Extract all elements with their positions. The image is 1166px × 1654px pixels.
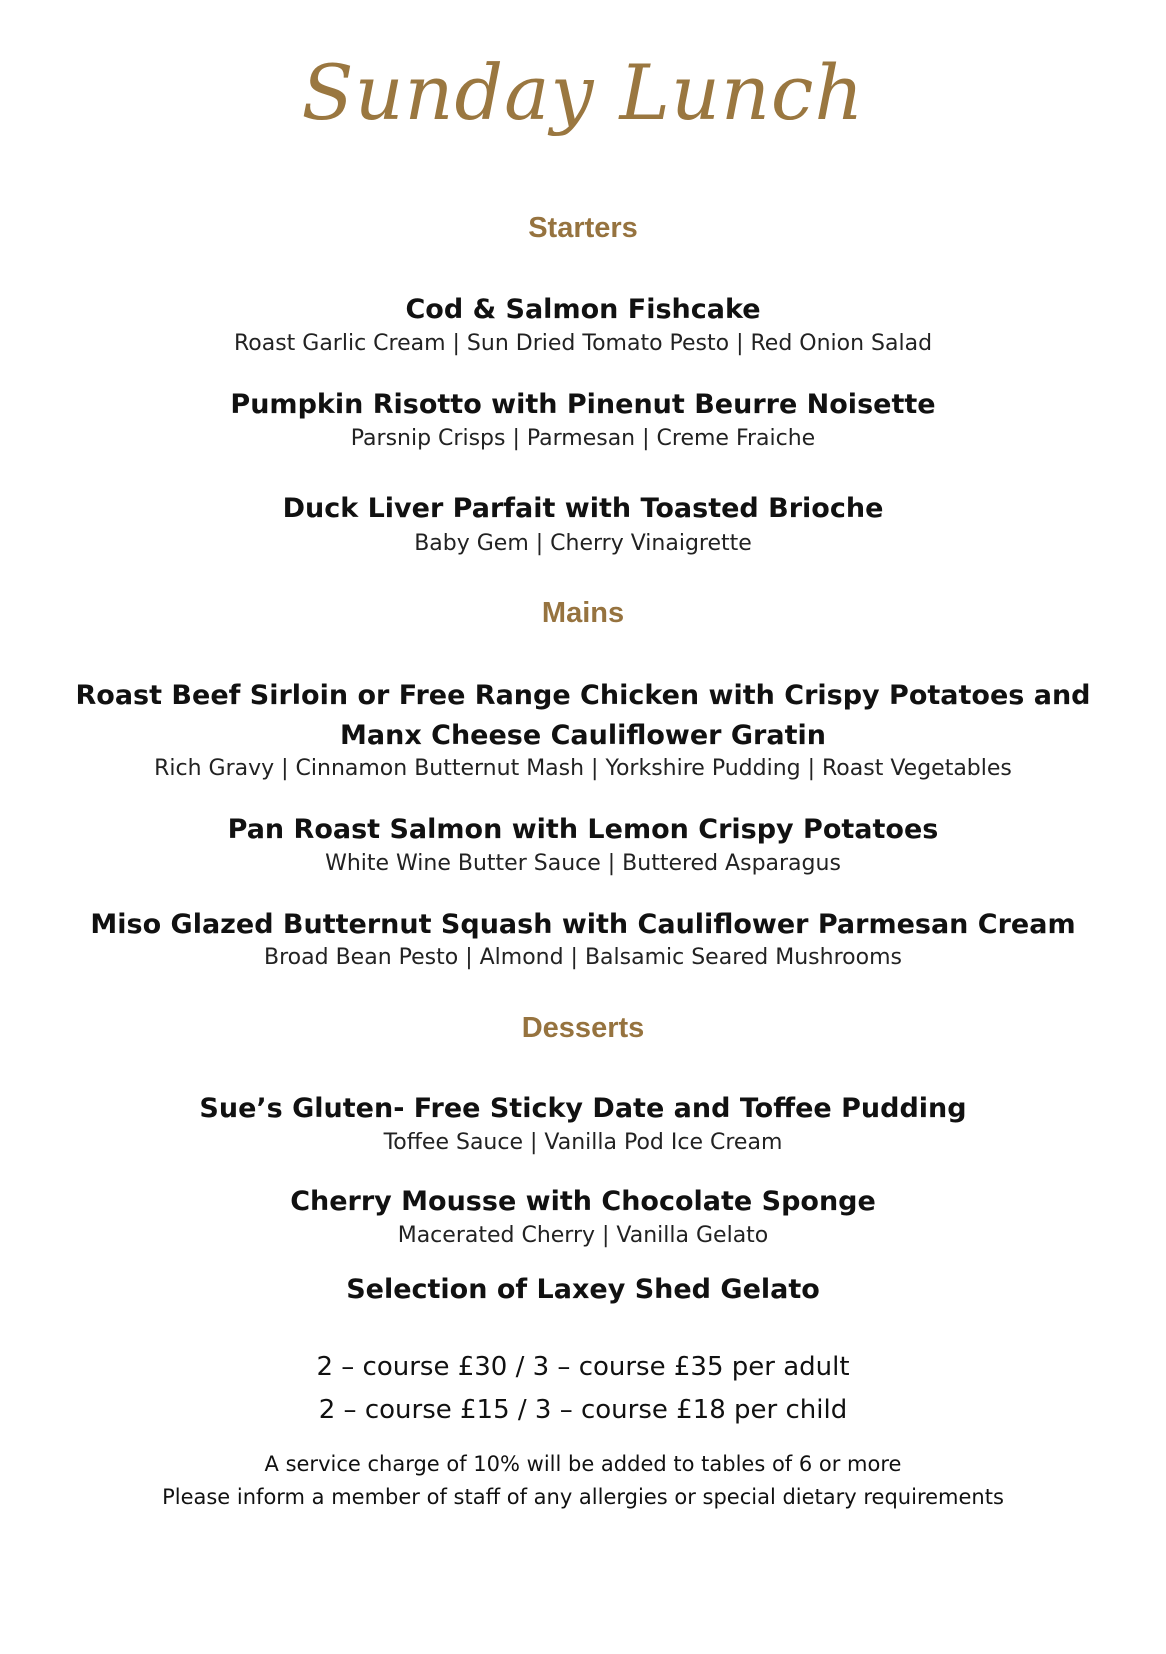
- dish-description: Rich Gravy | Cinnamon Butternut Mash | Yorkshire Pudding | Roast Vegetables: [154, 756, 1012, 781]
- dish-name: Selection of Laxey Shed Gelato: [346, 1274, 820, 1305]
- dish-name: Miso Glazed Butternut Squash with Cauliflower Parmesan Cream: [90, 909, 1076, 940]
- adult-pricing: 2 – course £30 / 3 – course £35 per adult: [316, 1352, 850, 1382]
- allergy-note: Please inform a member of staff of any allergies or special dietary requirements: [162, 1485, 1004, 1509]
- dish-name: Cherry Mousse with Chocolate Sponge: [290, 1186, 876, 1217]
- dish-name: Pumpkin Risotto with Pinenut Beurre Noisette: [230, 389, 936, 420]
- menu-title: Sunday Lunch: [301, 48, 865, 137]
- child-pricing: 2 – course £15 / 3 – course £18 per child: [318, 1395, 848, 1425]
- dish-description: Roast Garlic Cream | Sun Dried Tomato Pesto | Red Onion Salad: [233, 331, 933, 356]
- dish-name: Cod & Salmon Fishcake: [405, 294, 761, 325]
- dish-name: Duck Liver Parfait with Toasted Brioche: [282, 493, 884, 524]
- dish-description: White Wine Butter Sauce | Buttered Asparagus: [325, 851, 841, 876]
- dish-description: Parsnip Crisps | Parmesan | Creme Fraiche: [350, 426, 816, 451]
- dish-description: Macerated Cherry | Vanilla Gelato: [397, 1223, 769, 1248]
- dish-description: Baby Gem | Cherry Vinaigrette: [414, 531, 752, 556]
- dish-name: Pan Roast Salmon with Lemon Crispy Potatoes: [227, 814, 939, 845]
- service-charge-note: A service charge of 10% will be added to tables of 6 or more: [264, 1452, 902, 1476]
- section-heading-mains: Mains: [541, 597, 625, 629]
- dish-name: Roast Beef Sirloin or Free Range Chicken with Crispy Potatoes and: [75, 680, 1091, 711]
- dish-name-continued: Manx Cheese Cauliflower Gratin: [340, 720, 826, 751]
- dish-description: Broad Bean Pesto | Almond | Balsamic Seared Mushrooms: [264, 945, 902, 970]
- dish-name: Sue’s Gluten- Free Sticky Date and Toffee Pudding: [199, 1093, 967, 1124]
- dish-description: Toffee Sauce | Vanilla Pod Ice Cream: [383, 1130, 783, 1155]
- section-heading-starters: Starters: [528, 212, 638, 244]
- section-heading-desserts: Desserts: [521, 1012, 645, 1044]
